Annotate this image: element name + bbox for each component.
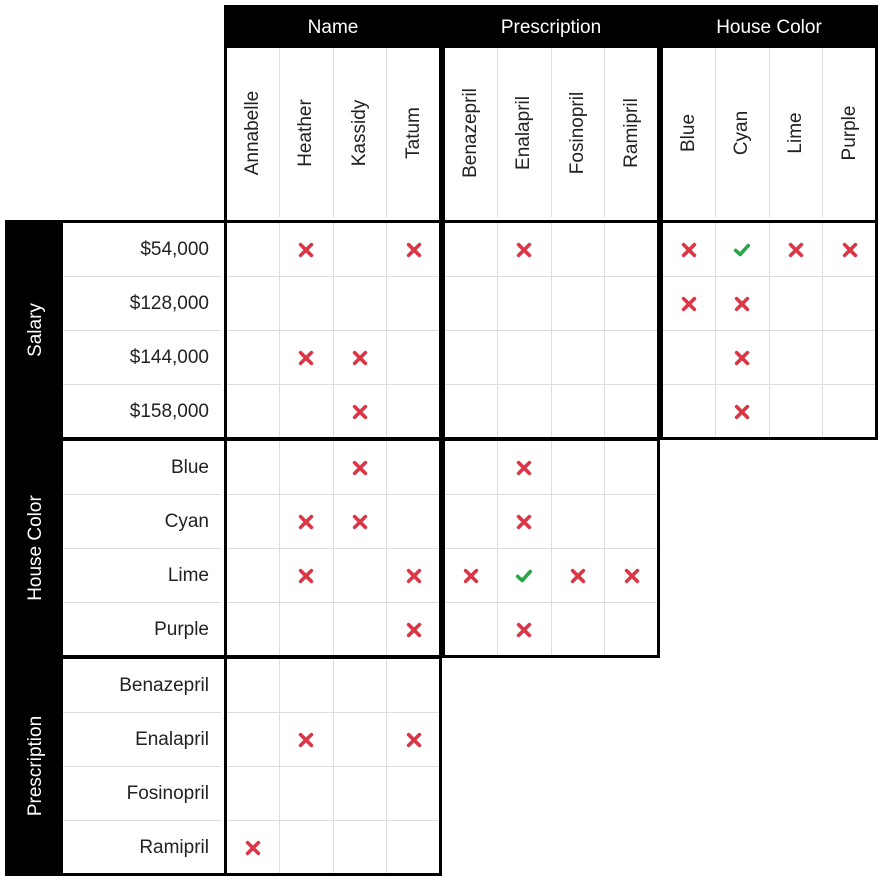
column-label-enalapril [498, 48, 551, 217]
cross-icon [569, 567, 587, 585]
grid-cell[interactable] [280, 223, 333, 277]
grid-cell[interactable] [280, 495, 333, 549]
grid-cell[interactable] [445, 277, 498, 331]
grid-cell[interactable] [280, 549, 333, 603]
cross-icon [405, 241, 423, 259]
row-label-144-000: $144,000 [63, 331, 221, 385]
grid-cell[interactable] [334, 331, 387, 385]
column-label-text: Kassidy [348, 99, 370, 166]
grid-cell[interactable] [280, 713, 333, 767]
grid-cell[interactable] [605, 549, 658, 603]
grid-cell[interactable] [498, 549, 551, 603]
grid-cell[interactable] [227, 441, 280, 495]
grid-cell[interactable] [770, 385, 823, 439]
column-label-text: Benazepril [460, 87, 482, 178]
row-label-lime: Lime [63, 549, 221, 603]
column-label-text: Blue [678, 113, 700, 152]
row-label-128-000: $128,000 [63, 277, 221, 331]
cross-icon [351, 459, 369, 477]
grid-cell[interactable] [227, 277, 280, 331]
grid-cell[interactable] [552, 495, 605, 549]
grid-cell[interactable] [663, 223, 716, 277]
cross-icon [515, 459, 533, 477]
row-label-fosinopril: Fosinopril [63, 767, 221, 821]
column-label-text: Ramipril [620, 97, 642, 168]
grid-cell[interactable] [823, 223, 876, 277]
column-label-benazepril [445, 48, 498, 217]
grid-cell[interactable] [445, 549, 498, 603]
cross-icon [680, 295, 698, 313]
row-label-benazepril: Benazepril [63, 659, 221, 713]
grid-cell[interactable] [605, 277, 658, 331]
grid-cell[interactable] [605, 495, 658, 549]
grid-cell[interactable] [823, 385, 876, 439]
grid-cell[interactable] [387, 441, 440, 495]
grid-cell[interactable] [387, 821, 440, 875]
grid-cell[interactable] [770, 223, 823, 277]
grid-cell[interactable] [445, 223, 498, 277]
column-label-text: Fosinopril [566, 91, 588, 174]
cross-icon [733, 349, 751, 367]
cross-icon [733, 295, 751, 313]
grid-cell[interactable] [716, 385, 769, 439]
row-group-title [8, 659, 63, 873]
grid-cell[interactable] [280, 603, 333, 657]
row-group-title [8, 441, 63, 655]
grid-cell[interactable] [227, 603, 280, 657]
row-label-cyan: Cyan [63, 495, 221, 549]
grid-cell[interactable] [334, 549, 387, 603]
column-label-heather [280, 48, 333, 217]
column-label-purple [823, 48, 876, 217]
column-label-text: Purple [838, 105, 860, 160]
grid-cell[interactable] [552, 223, 605, 277]
row-group-title [8, 223, 63, 437]
row-label-enalapril: Enalapril [63, 713, 221, 767]
row-label-blue: Blue [63, 441, 221, 495]
grid-cell[interactable] [770, 331, 823, 385]
grid-cell[interactable] [334, 767, 387, 821]
column-group-title: House Color [663, 8, 875, 48]
column-label-text: Enalapril [513, 95, 535, 170]
grid-cell[interactable] [498, 277, 551, 331]
grid-cell[interactable] [498, 385, 551, 439]
grid-cell[interactable] [280, 385, 333, 439]
row-label-purple: Purple [154, 619, 209, 640]
grid-cell[interactable] [280, 821, 333, 875]
cross-icon [405, 731, 423, 749]
grid-cell[interactable] [227, 767, 280, 821]
grid-cell[interactable] [334, 385, 387, 439]
grid-cell[interactable] [605, 331, 658, 385]
column-label-text: Heather [295, 98, 317, 167]
cross-icon [515, 241, 533, 259]
grid-cell[interactable] [552, 549, 605, 603]
cross-icon [297, 349, 315, 367]
grid-cell[interactable] [387, 385, 440, 439]
grid-cell[interactable] [605, 385, 658, 439]
cross-icon [351, 513, 369, 531]
grid-cell[interactable] [445, 495, 498, 549]
grid-cell[interactable] [387, 331, 440, 385]
row-group-title-text: Salary [24, 303, 46, 357]
column-label-blue [663, 48, 716, 217]
grid-cell[interactable] [498, 603, 551, 657]
grid-cell[interactable] [445, 331, 498, 385]
row-label-54-000: $54,000 [63, 223, 221, 277]
check-icon [515, 567, 533, 585]
cross-icon [515, 621, 533, 639]
grid-cell[interactable] [552, 603, 605, 657]
grid-cell[interactable] [498, 223, 551, 277]
column-label-cyan [716, 48, 769, 217]
row-group-title-text: House Color [24, 495, 46, 601]
grid-cell[interactable] [334, 659, 387, 713]
grid-cell[interactable] [552, 385, 605, 439]
column-group-title: Name [227, 8, 439, 48]
cross-icon [623, 567, 641, 585]
cross-icon [351, 403, 369, 421]
cross-icon [680, 241, 698, 259]
grid-cell[interactable] [334, 713, 387, 767]
grid-cell[interactable] [334, 277, 387, 331]
grid-cell[interactable] [334, 495, 387, 549]
column-label-annabelle [227, 48, 280, 217]
cross-icon [244, 839, 262, 857]
grid-cell[interactable] [280, 659, 333, 713]
grid-cell[interactable] [663, 385, 716, 439]
grid-cell[interactable] [227, 331, 280, 385]
grid-cell[interactable] [445, 603, 498, 657]
row-group-title-text: Prescription [24, 715, 46, 817]
cross-icon [405, 621, 423, 639]
grid-cell[interactable] [716, 277, 769, 331]
cross-icon [297, 567, 315, 585]
cross-icon [515, 513, 533, 531]
grid-cell[interactable] [227, 821, 280, 875]
row-label-158-000: $158,000 [129, 401, 209, 422]
grid-cell[interactable] [716, 223, 769, 277]
cross-icon [733, 403, 751, 421]
column-label-fosinopril [552, 48, 605, 217]
grid-cell[interactable] [227, 549, 280, 603]
grid-cell[interactable] [334, 821, 387, 875]
grid-cell[interactable] [334, 441, 387, 495]
grid-cell[interactable] [605, 223, 658, 277]
grid-cell[interactable] [605, 441, 658, 495]
grid-cell[interactable] [387, 659, 440, 713]
column-label-text: Cyan [731, 110, 753, 155]
grid-cell[interactable] [663, 277, 716, 331]
cross-icon [405, 567, 423, 585]
grid-cell[interactable] [663, 331, 716, 385]
grid-cell[interactable] [770, 277, 823, 331]
grid-cell[interactable] [387, 713, 440, 767]
grid-cell[interactable] [387, 223, 440, 277]
cross-icon [297, 731, 315, 749]
grid-cell[interactable] [552, 331, 605, 385]
column-label-ramipril [605, 48, 658, 217]
grid-cell[interactable] [445, 385, 498, 439]
cross-icon [462, 567, 480, 585]
grid-cell[interactable] [227, 223, 280, 277]
column-label-text: Lime [784, 111, 806, 154]
grid-cell[interactable] [605, 603, 658, 657]
grid-cell[interactable] [552, 277, 605, 331]
row-label-ramipril: Ramipril [139, 837, 209, 858]
grid-cell[interactable] [823, 331, 876, 385]
grid-cell[interactable] [280, 441, 333, 495]
grid-cell[interactable] [498, 441, 551, 495]
grid-cell[interactable] [387, 603, 440, 657]
grid-cell[interactable] [334, 223, 387, 277]
check-icon [733, 241, 751, 259]
grid-cell[interactable] [387, 767, 440, 821]
grid-cell[interactable] [227, 495, 280, 549]
cross-icon [297, 513, 315, 531]
cross-icon [841, 241, 859, 259]
grid-cell[interactable] [280, 767, 333, 821]
grid-cell[interactable] [552, 441, 605, 495]
grid-cell[interactable] [334, 603, 387, 657]
column-label-text: Annabelle [242, 90, 264, 175]
grid-cell[interactable] [227, 713, 280, 767]
cross-icon [787, 241, 805, 259]
cross-icon [351, 349, 369, 367]
column-group-title: Prescription [445, 8, 657, 48]
grid-cell[interactable] [498, 331, 551, 385]
cross-icon [297, 241, 315, 259]
grid-cell[interactable] [387, 277, 440, 331]
grid-cell[interactable] [716, 331, 769, 385]
column-label-text: Tatum [402, 106, 424, 159]
grid-cell[interactable] [387, 549, 440, 603]
grid-cell[interactable] [280, 331, 333, 385]
grid-cell[interactable] [227, 659, 280, 713]
grid-cell[interactable] [445, 441, 498, 495]
grid-cell[interactable] [387, 495, 440, 549]
grid-cell[interactable] [227, 385, 280, 439]
grid-cell[interactable] [823, 277, 876, 331]
column-label-kassidy [334, 48, 387, 217]
column-label-tatum [387, 48, 440, 217]
grid-cell[interactable] [498, 495, 551, 549]
column-label-lime [770, 48, 823, 217]
grid-cell[interactable] [280, 277, 333, 331]
